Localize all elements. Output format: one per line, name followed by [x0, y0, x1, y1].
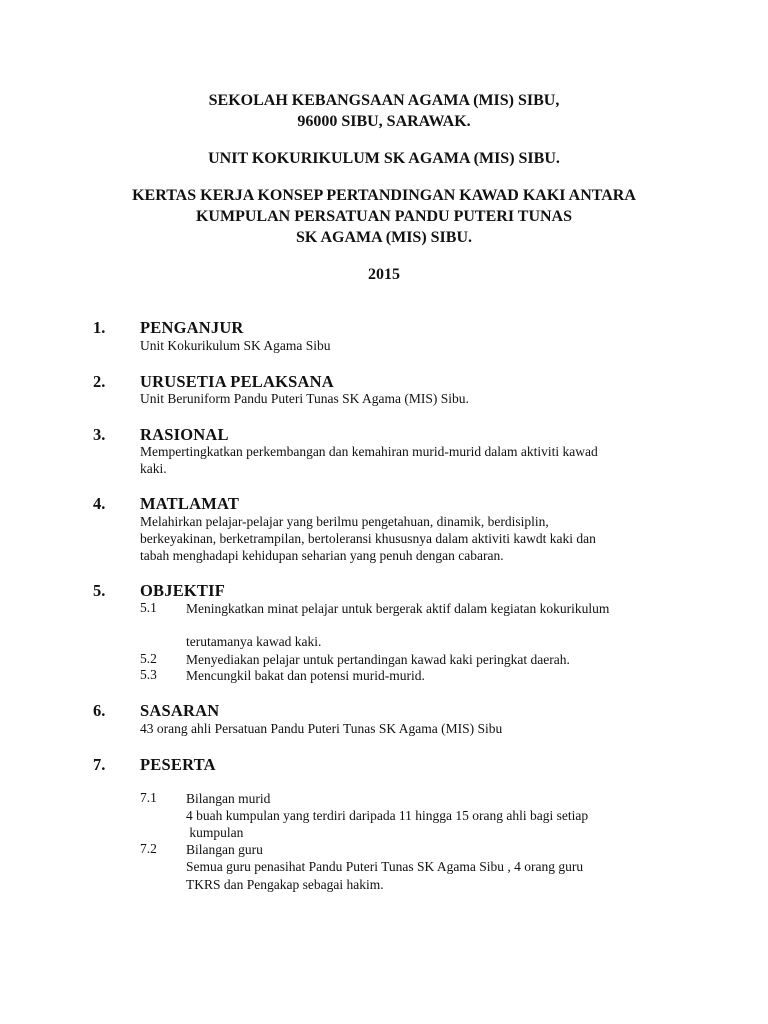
- section-heading-urusetia: URUSETIA PELAKSANA: [140, 372, 334, 391]
- section-body: 43 orang ahli Persatuan Pandu Puteri Tunas SK Agama (MIS) Sibu: [140, 721, 503, 736]
- sub-item-text: kumpulan: [186, 825, 244, 840]
- section-body: Unit Beruniform Pandu Puteri Tunas SK Agama (MIS) Sibu.: [140, 391, 469, 406]
- sub-item-text: TKRS dan Pengakap sebagai hakim.: [186, 877, 384, 892]
- section-number: 5.: [93, 581, 106, 600]
- section-heading-objektif: OBJEKTIF: [140, 581, 226, 600]
- body-line: berkeyakinan, berketrampilan, bertoleransi khususnya dalam aktiviti kawdt kaki dan: [140, 531, 596, 546]
- sub-item-label: Bilangan murid: [186, 791, 271, 806]
- sub-item-number: 5.2: [140, 651, 157, 666]
- sub-item-number: 7.1: [140, 790, 157, 805]
- title-line-1: KERTAS KERJA KONSEP PERTANDINGAN KAWAD KAKI ANTARA: [132, 187, 636, 204]
- section-number: 3.: [93, 425, 106, 444]
- document-title: [0, 185, 768, 248]
- sub-item-number: 5.1: [140, 600, 157, 615]
- sub-item-text: Semua guru penasihat Pandu Puteri Tunas SK Agama Sibu , 4 orang guru: [186, 859, 584, 874]
- sub-item-text: Mencungkil bakat dan potensi murid-murid.: [186, 668, 425, 683]
- sub-item-number: 5.3: [140, 667, 157, 682]
- school-address: 96000 SIBU, SARAWAK.: [297, 113, 471, 130]
- section-heading-rasional: RASIONAL: [140, 425, 229, 444]
- sub-item-text: terutamanya kawad kaki.: [186, 634, 322, 649]
- body-line: Mempertingkatkan perkembangan dan kemahiran murid-murid dalam aktiviti kawad: [140, 444, 598, 459]
- section-number: 4.: [93, 494, 106, 513]
- school-name: SEKOLAH KEBANGSAAN AGAMA (MIS) SIBU,: [208, 92, 560, 109]
- sub-item-label: Bilangan guru: [186, 842, 263, 857]
- sub-item-number: 7.2: [140, 841, 157, 856]
- section-body: Unit Kokurikulum SK Agama Sibu: [140, 338, 331, 353]
- section-body: [140, 513, 596, 564]
- section-number: 6.: [93, 701, 106, 720]
- sub-item-text: Menyediakan pelajar untuk pertandingan kawad kaki peringkat daerah.: [186, 652, 570, 667]
- section-heading-matlamat: MATLAMAT: [140, 494, 240, 513]
- body-line: Melahirkan pelajar-pelajar yang berilmu pengetahuan, dinamik, berdisiplin,: [140, 514, 549, 529]
- section-number: 1.: [93, 318, 106, 337]
- section-heading-sasaran: SASARAN: [140, 701, 220, 720]
- sub-item-text: Meningkatkan minat pelajar untuk bergerak aktif dalam kegiatan kokurikulum: [186, 601, 610, 616]
- body-line: tabah menghadapi kehidupan seharian yang penuh dengan cabaran.: [140, 548, 504, 563]
- section-heading-peserta: PESERTA: [140, 755, 216, 774]
- unit-title: UNIT KOKURIKULUM SK AGAMA (MIS) SIBU.: [208, 150, 560, 167]
- section-number: 2.: [93, 372, 106, 391]
- school-header: [0, 90, 768, 132]
- section-body: [140, 443, 598, 477]
- body-line: kaki.: [140, 461, 167, 476]
- section-heading-penganjur: PENGANJUR: [140, 318, 244, 337]
- section-number: 7.: [93, 755, 106, 774]
- sub-item-text: 4 buah kumpulan yang terdiri daripada 11 hingga 15 orang ahli bagi setiap: [186, 808, 589, 823]
- title-line-2: KUMPULAN PERSATUAN PANDU PUTERI TUNAS: [195, 208, 572, 225]
- title-line-3: SK AGAMA (MIS) SIBU.: [295, 229, 473, 246]
- year: 2015: [368, 266, 400, 283]
